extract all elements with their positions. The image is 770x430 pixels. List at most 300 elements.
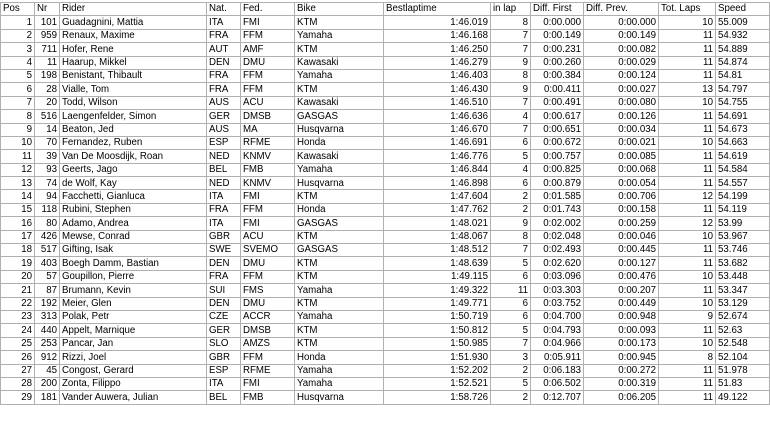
cell-in-lap: 11 (491, 284, 531, 297)
cell-speed: 54.81 (716, 69, 770, 82)
cell-nat: ESP (207, 364, 241, 377)
cell-diff-first: 0:00.617 (531, 110, 584, 123)
cell-nat: ITA (207, 16, 241, 29)
cell-rider: Geerts, Jago (60, 163, 207, 176)
cell-rider: Boegh Damm, Bastian (60, 257, 207, 270)
cell-speed: 52.674 (716, 310, 770, 323)
table-row (1, 284, 770, 297)
cell-diff-first: 0:00.757 (531, 150, 584, 163)
cell-diff-prev: 0:00.029 (584, 56, 659, 69)
cell-diff-first: 0:02.002 (531, 217, 584, 230)
table-row (1, 351, 770, 364)
cell-diff-prev: 0:00.093 (584, 324, 659, 337)
cell-bestlaptime: 1:46.279 (384, 56, 491, 69)
cell-speed: 53.347 (716, 284, 770, 297)
cell-in-lap: 2 (491, 203, 531, 216)
cell-speed: 51.978 (716, 364, 770, 377)
cell-tot-laps: 11 (659, 177, 716, 190)
cell-bike: Yamaha (295, 29, 384, 42)
cell-in-lap: 7 (491, 337, 531, 350)
cell-bestlaptime: 1:46.250 (384, 43, 491, 56)
cell-bestlaptime: 1:52.202 (384, 364, 491, 377)
cell-nat: GBR (207, 351, 241, 364)
cell-rider: Hofer, Rene (60, 43, 207, 56)
cell-diff-prev: 0:00.068 (584, 163, 659, 176)
cell-tot-laps: 11 (659, 69, 716, 82)
cell-nat: NED (207, 177, 241, 190)
cell-fed: FMB (241, 163, 295, 176)
cell-bike: Husqvarna (295, 391, 384, 404)
cell-speed: 54.889 (716, 43, 770, 56)
cell-diff-first: 0:04.700 (531, 310, 584, 323)
cell-diff-prev: 0:00.476 (584, 270, 659, 283)
cell-in-lap: 2 (491, 364, 531, 377)
cell-nr: 57 (35, 270, 60, 283)
cell-pos: 27 (1, 364, 35, 377)
cell-diff-first: 0:03.096 (531, 270, 584, 283)
cell-fed: KNMV (241, 177, 295, 190)
table-row (1, 203, 770, 216)
cell-nat: SLO (207, 337, 241, 350)
cell-diff-first: 0:00.672 (531, 136, 584, 149)
cell-nr: 101 (35, 16, 60, 29)
cell-bike: KTM (295, 83, 384, 96)
results-table-body (1, 16, 770, 404)
cell-bike: KTM (295, 257, 384, 270)
cell-rider: Goupillon, Pierre (60, 270, 207, 283)
cell-bestlaptime: 1:50.985 (384, 337, 491, 350)
cell-nat: ITA (207, 217, 241, 230)
cell-in-lap: 6 (491, 136, 531, 149)
cell-pos: 18 (1, 244, 35, 257)
cell-speed: 54.619 (716, 150, 770, 163)
cell-bike: Honda (295, 351, 384, 364)
table-row (1, 110, 770, 123)
cell-diff-prev: 0:00.000 (584, 16, 659, 29)
cell-tot-laps: 10 (659, 16, 716, 29)
cell-speed: 49.122 (716, 391, 770, 404)
cell-diff-first: 0:02.048 (531, 230, 584, 243)
table-row (1, 69, 770, 82)
cell-nat: ITA (207, 377, 241, 390)
results-table (0, 2, 770, 405)
cell-fed: FMB (241, 391, 295, 404)
cell-fed: FFM (241, 203, 295, 216)
cell-rider: Renaux, Maxime (60, 29, 207, 42)
cell-fed: DMSB (241, 324, 295, 337)
cell-diff-prev: 0:00.127 (584, 257, 659, 270)
cell-bestlaptime: 1:48.639 (384, 257, 491, 270)
cell-bike: Kawasaki (295, 56, 384, 69)
cell-bike: KTM (295, 190, 384, 203)
cell-bestlaptime: 1:50.719 (384, 310, 491, 323)
cell-fed: KNMV (241, 150, 295, 163)
cell-rider: Meier, Glen (60, 297, 207, 310)
cell-in-lap: 2 (491, 190, 531, 203)
table-row (1, 310, 770, 323)
cell-bestlaptime: 1:47.604 (384, 190, 491, 203)
cell-speed: 53.682 (716, 257, 770, 270)
cell-pos: 16 (1, 217, 35, 230)
header-fed: Fed. (241, 3, 295, 16)
cell-diff-first: 0:03.752 (531, 297, 584, 310)
cell-pos: 9 (1, 123, 35, 136)
cell-bestlaptime: 1:46.776 (384, 150, 491, 163)
cell-tot-laps: 11 (659, 163, 716, 176)
table-row (1, 257, 770, 270)
cell-speed: 54.557 (716, 177, 770, 190)
cell-speed: 53.129 (716, 297, 770, 310)
cell-bestlaptime: 1:46.844 (384, 163, 491, 176)
cell-pos: 21 (1, 284, 35, 297)
cell-fed: FFM (241, 83, 295, 96)
cell-tot-laps: 11 (659, 377, 716, 390)
cell-diff-first: 0:05.911 (531, 351, 584, 364)
cell-nat: FRA (207, 69, 241, 82)
cell-pos: 24 (1, 324, 35, 337)
cell-fed: FMI (241, 377, 295, 390)
cell-speed: 53.448 (716, 270, 770, 283)
cell-nr: 11 (35, 56, 60, 69)
cell-diff-first: 0:00.149 (531, 29, 584, 42)
cell-nat: FRA (207, 270, 241, 283)
cell-bestlaptime: 1:48.067 (384, 230, 491, 243)
cell-pos: 22 (1, 297, 35, 310)
cell-diff-prev: 0:00.126 (584, 110, 659, 123)
cell-in-lap: 6 (491, 177, 531, 190)
cell-speed: 53.967 (716, 230, 770, 243)
cell-diff-prev: 0:00.054 (584, 177, 659, 190)
table-row (1, 391, 770, 404)
cell-tot-laps: 11 (659, 244, 716, 257)
cell-nr: 313 (35, 310, 60, 323)
cell-pos: 25 (1, 337, 35, 350)
cell-in-lap: 5 (491, 377, 531, 390)
cell-bestlaptime: 1:48.021 (384, 217, 491, 230)
cell-in-lap: 4 (491, 110, 531, 123)
cell-rider: Brumann, Kevin (60, 284, 207, 297)
cell-pos: 6 (1, 83, 35, 96)
cell-diff-prev: 0:00.149 (584, 29, 659, 42)
cell-bestlaptime: 1:49.322 (384, 284, 491, 297)
cell-in-lap: 9 (491, 56, 531, 69)
header-diff-first: Diff. First (531, 3, 584, 16)
cell-nr: 14 (35, 123, 60, 136)
cell-in-lap: 7 (491, 123, 531, 136)
cell-bestlaptime: 1:46.636 (384, 110, 491, 123)
cell-fed: RFME (241, 136, 295, 149)
cell-nr: 94 (35, 190, 60, 203)
cell-nr: 711 (35, 43, 60, 56)
cell-tot-laps: 11 (659, 257, 716, 270)
cell-in-lap: 5 (491, 257, 531, 270)
cell-tot-laps: 11 (659, 324, 716, 337)
cell-in-lap: 8 (491, 230, 531, 243)
cell-bike: KTM (295, 43, 384, 56)
cell-bestlaptime: 1:58.726 (384, 391, 491, 404)
cell-rider: Benistant, Thibault (60, 69, 207, 82)
cell-rider: Vander Auwera, Julian (60, 391, 207, 404)
cell-bestlaptime: 1:49.115 (384, 270, 491, 283)
cell-diff-prev: 0:00.449 (584, 297, 659, 310)
cell-rider: Adamo, Andrea (60, 217, 207, 230)
table-row (1, 123, 770, 136)
cell-pos: 12 (1, 163, 35, 176)
cell-diff-prev: 0:00.082 (584, 43, 659, 56)
cell-bike: Yamaha (295, 364, 384, 377)
cell-nr: 403 (35, 257, 60, 270)
cell-pos: 28 (1, 377, 35, 390)
table-row (1, 83, 770, 96)
cell-bike: Husqvarna (295, 177, 384, 190)
cell-in-lap: 2 (491, 391, 531, 404)
cell-diff-first: 0:00.231 (531, 43, 584, 56)
cell-nr: 516 (35, 110, 60, 123)
results-table-header (1, 3, 770, 16)
header-speed: Speed (716, 3, 770, 16)
table-row (1, 16, 770, 29)
cell-bestlaptime: 1:46.430 (384, 83, 491, 96)
cell-tot-laps: 11 (659, 56, 716, 69)
cell-rider: Facchetti, Gianluca (60, 190, 207, 203)
cell-rider: Gifting, Isak (60, 244, 207, 257)
cell-diff-prev: 0:00.027 (584, 83, 659, 96)
table-row (1, 136, 770, 149)
cell-tot-laps: 8 (659, 351, 716, 364)
cell-fed: RFME (241, 364, 295, 377)
cell-in-lap: 4 (491, 163, 531, 176)
cell-pos: 17 (1, 230, 35, 243)
cell-nat: FRA (207, 83, 241, 96)
table-row (1, 43, 770, 56)
cell-nr: 93 (35, 163, 60, 176)
cell-bestlaptime: 1:51.930 (384, 351, 491, 364)
cell-fed: DMSB (241, 110, 295, 123)
cell-fed: DMU (241, 56, 295, 69)
cell-tot-laps: 10 (659, 337, 716, 350)
cell-pos: 20 (1, 270, 35, 283)
cell-pos: 3 (1, 43, 35, 56)
cell-fed: SVEMO (241, 244, 295, 257)
table-row (1, 244, 770, 257)
table-row (1, 29, 770, 42)
cell-bike: Yamaha (295, 69, 384, 82)
table-row (1, 56, 770, 69)
cell-in-lap: 9 (491, 83, 531, 96)
cell-nat: BEL (207, 391, 241, 404)
cell-nat: NED (207, 150, 241, 163)
cell-tot-laps: 11 (659, 110, 716, 123)
cell-diff-first: 0:00.411 (531, 83, 584, 96)
cell-tot-laps: 11 (659, 150, 716, 163)
cell-rider: Guadagnini, Mattia (60, 16, 207, 29)
cell-speed: 54.874 (716, 56, 770, 69)
cell-diff-first: 0:01.743 (531, 203, 584, 216)
header-nr: Nr (35, 3, 60, 16)
cell-rider: Appelt, Marnique (60, 324, 207, 337)
cell-diff-prev: 0:06.205 (584, 391, 659, 404)
cell-diff-first: 0:02.620 (531, 257, 584, 270)
cell-speed: 54.119 (716, 203, 770, 216)
cell-bestlaptime: 1:48.512 (384, 244, 491, 257)
cell-diff-prev: 0:00.207 (584, 284, 659, 297)
cell-bike: Yamaha (295, 284, 384, 297)
cell-bike: GASGAS (295, 244, 384, 257)
cell-bike: Yamaha (295, 377, 384, 390)
cell-bestlaptime: 1:46.898 (384, 177, 491, 190)
cell-bike: Kawasaki (295, 150, 384, 163)
cell-tot-laps: 9 (659, 310, 716, 323)
cell-in-lap: 3 (491, 351, 531, 364)
cell-nat: SWE (207, 244, 241, 257)
header-diff-prev: Diff. Prev. (584, 3, 659, 16)
cell-speed: 51.83 (716, 377, 770, 390)
cell-speed: 54.755 (716, 96, 770, 109)
table-row (1, 96, 770, 109)
cell-bike: Kawasaki (295, 96, 384, 109)
cell-diff-first: 0:12.707 (531, 391, 584, 404)
cell-diff-first: 0:02.493 (531, 244, 584, 257)
header-nat: Nat. (207, 3, 241, 16)
cell-tot-laps: 11 (659, 123, 716, 136)
cell-nat: BEL (207, 163, 241, 176)
cell-in-lap: 5 (491, 150, 531, 163)
cell-bestlaptime: 1:50.812 (384, 324, 491, 337)
cell-diff-prev: 0:00.259 (584, 217, 659, 230)
cell-diff-first: 0:04.966 (531, 337, 584, 350)
cell-rider: Van De Moosdijk, Roan (60, 150, 207, 163)
cell-speed: 54.673 (716, 123, 770, 136)
table-row (1, 364, 770, 377)
cell-diff-prev: 0:00.080 (584, 96, 659, 109)
cell-tot-laps: 10 (659, 96, 716, 109)
cell-bike: Yamaha (295, 163, 384, 176)
cell-rider: Vialle, Tom (60, 83, 207, 96)
header-bestlaptime: Bestlaptime (384, 3, 491, 16)
cell-tot-laps: 11 (659, 284, 716, 297)
cell-nr: 181 (35, 391, 60, 404)
cell-bike: Honda (295, 203, 384, 216)
cell-nr: 517 (35, 244, 60, 257)
cell-bike: KTM (295, 297, 384, 310)
cell-nr: 426 (35, 230, 60, 243)
cell-bestlaptime: 1:46.168 (384, 29, 491, 42)
cell-bike: Honda (295, 136, 384, 149)
cell-diff-first: 0:00.879 (531, 177, 584, 190)
cell-nr: 198 (35, 69, 60, 82)
cell-rider: de Wolf, Kay (60, 177, 207, 190)
cell-speed: 54.663 (716, 136, 770, 149)
cell-nr: 39 (35, 150, 60, 163)
cell-pos: 29 (1, 391, 35, 404)
cell-nr: 440 (35, 324, 60, 337)
cell-bike: GASGAS (295, 217, 384, 230)
cell-nat: CZE (207, 310, 241, 323)
table-row (1, 150, 770, 163)
cell-pos: 10 (1, 136, 35, 149)
header-in-lap: in lap (491, 3, 531, 16)
cell-fed: FMS (241, 284, 295, 297)
cell-diff-first: 0:06.502 (531, 377, 584, 390)
cell-fed: DMU (241, 257, 295, 270)
cell-rider: Zonta, Filippo (60, 377, 207, 390)
cell-fed: FFM (241, 351, 295, 364)
cell-nat: AUT (207, 43, 241, 56)
cell-rider: Todd, Wilson (60, 96, 207, 109)
cell-speed: 52.104 (716, 351, 770, 364)
header-bike: Bike (295, 3, 384, 16)
cell-nat: FRA (207, 203, 241, 216)
cell-diff-first: 0:00.260 (531, 56, 584, 69)
cell-bestlaptime: 1:52.521 (384, 377, 491, 390)
cell-rider: Laengenfelder, Simon (60, 110, 207, 123)
cell-nat: GER (207, 110, 241, 123)
header-pos: Pos (1, 3, 35, 16)
cell-tot-laps: 13 (659, 83, 716, 96)
cell-pos: 8 (1, 110, 35, 123)
cell-tot-laps: 12 (659, 190, 716, 203)
cell-speed: 52.63 (716, 324, 770, 337)
table-row (1, 163, 770, 176)
cell-diff-prev: 0:00.034 (584, 123, 659, 136)
cell-nat: ITA (207, 190, 241, 203)
cell-pos: 4 (1, 56, 35, 69)
cell-nr: 45 (35, 364, 60, 377)
cell-in-lap: 7 (491, 43, 531, 56)
table-row (1, 177, 770, 190)
cell-diff-first: 0:03.303 (531, 284, 584, 297)
cell-rider: Fernandez, Ruben (60, 136, 207, 149)
header-rider: Rider (60, 3, 207, 16)
cell-tot-laps: 11 (659, 203, 716, 216)
cell-fed: FFM (241, 29, 295, 42)
cell-in-lap: 5 (491, 324, 531, 337)
cell-fed: FMI (241, 190, 295, 203)
cell-pos: 19 (1, 257, 35, 270)
cell-nr: 28 (35, 83, 60, 96)
cell-fed: ACCR (241, 310, 295, 323)
cell-diff-prev: 0:00.948 (584, 310, 659, 323)
cell-nat: ESP (207, 136, 241, 149)
table-row (1, 230, 770, 243)
cell-speed: 54.584 (716, 163, 770, 176)
header-tot-laps: Tot. Laps (659, 3, 716, 16)
cell-tot-laps: 10 (659, 230, 716, 243)
cell-nat: AUS (207, 96, 241, 109)
cell-diff-first: 0:01.585 (531, 190, 584, 203)
table-row (1, 377, 770, 390)
cell-nr: 70 (35, 136, 60, 149)
table-row (1, 217, 770, 230)
cell-fed: AMZS (241, 337, 295, 350)
cell-pos: 11 (1, 150, 35, 163)
cell-bestlaptime: 1:49.771 (384, 297, 491, 310)
cell-fed: FMI (241, 217, 295, 230)
cell-bike: KTM (295, 16, 384, 29)
cell-fed: MA (241, 123, 295, 136)
cell-pos: 15 (1, 203, 35, 216)
cell-nat: DEN (207, 56, 241, 69)
cell-diff-prev: 0:00.021 (584, 136, 659, 149)
cell-bestlaptime: 1:46.403 (384, 69, 491, 82)
cell-in-lap: 7 (491, 96, 531, 109)
cell-diff-first: 0:00.000 (531, 16, 584, 29)
cell-fed: ACU (241, 96, 295, 109)
cell-in-lap: 6 (491, 270, 531, 283)
cell-diff-first: 0:06.183 (531, 364, 584, 377)
cell-nr: 87 (35, 284, 60, 297)
cell-in-lap: 8 (491, 69, 531, 82)
